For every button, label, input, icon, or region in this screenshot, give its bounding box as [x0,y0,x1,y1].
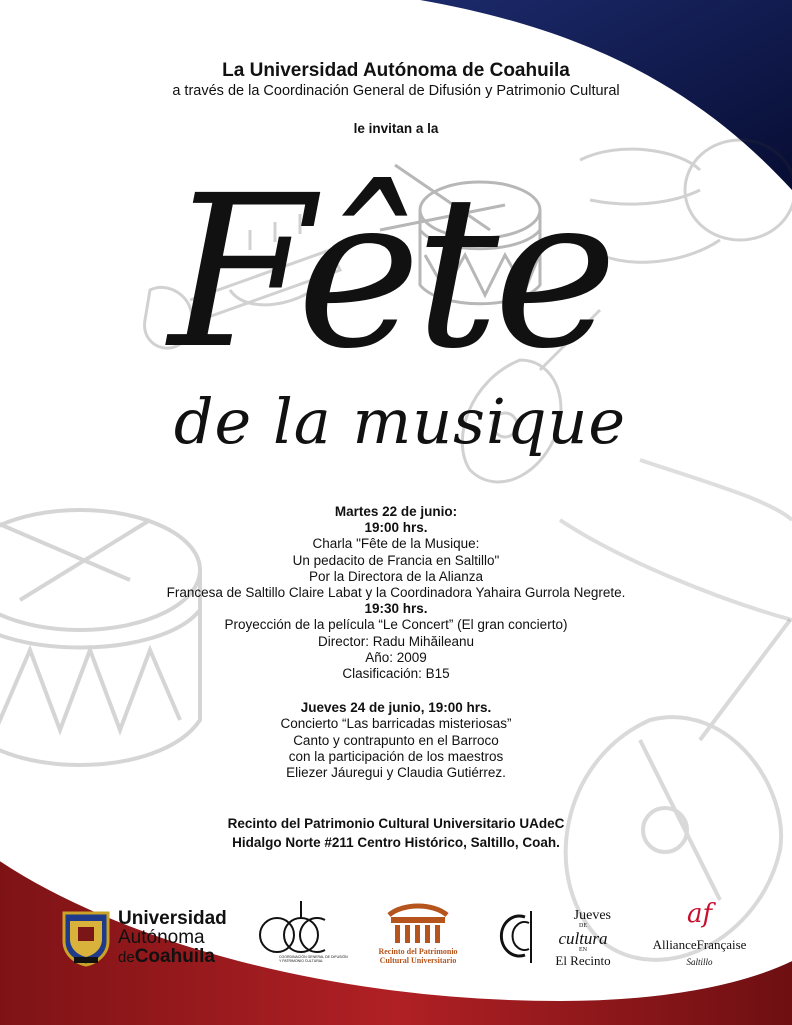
concert-line: Eliezer Jáuregui y Claudia Gutiérrez. [286,765,506,781]
invite-line: le invitan a la [353,121,439,136]
day-two-heading: Jueves 24 de junio, 19:00 hrs. [300,700,492,716]
time-two: 19:30 hrs. [364,601,428,617]
venue-block [0,814,792,852]
film-line: Director: Radu Mihăileanu [317,633,475,649]
talk-line: Francesa de Saltillo Claire Labat y la Coordinadora Yahaira Gurrola Negrete. [166,585,626,601]
cgdpc-logo [255,895,348,980]
concert-line: Concierto “Las barricadas misteriosas” [280,716,512,732]
recinto-caption: Cultural Universitario [379,956,457,965]
uadec-word: Autónoma [118,927,205,948]
jueves-de: DE [579,923,587,929]
alliance-logo [642,895,757,980]
jueves-word: Jueves [573,908,611,923]
recinto-building-icon [383,899,453,945]
coordination-line: a través de la Coordinación General de Difusión y Patrimonio Cultural [172,83,620,99]
talk-line: Un pedacito de Francia en Saltillo" [292,552,500,568]
film-line: Clasificación: B15 [342,666,450,682]
recinto-caption: Recinto del Patrimonio [378,947,458,956]
event-subtitle: de la musique [173,385,627,458]
jueves-cultura: cultura [558,929,608,948]
venue-name: Recinto del Patrimonio Cultural Universitario UAdeC [227,816,565,831]
uadec-word: de [118,949,135,966]
event-title: Fête [168,150,612,395]
uadec-shield-icon [60,907,112,967]
day-one-heading: Martes 22 de junio: [334,504,458,519]
jueves-mark-icon [495,905,543,965]
uadec-logo [58,895,243,980]
cgdpc-caption: COORDINACIÓN GENERAL DE DIFUSIÓN Y PATRIMONIO CULTURAL [279,955,348,963]
jueves-logo [495,895,620,980]
film-line: Año: 2009 [365,649,427,665]
film-line: Proyección de la película “Le Concert” (El gran concierto) [224,617,568,633]
uadec-word: Coahuila [134,946,215,967]
alliance-city: Saltillo [686,957,713,967]
concert-line: Canto y contrapunto en el Barroco [293,732,499,748]
jueves-en: EN [579,947,587,953]
talk-line: Por la Directora de la Alianza [308,568,484,584]
venue-address: Hidalgo Norte #211 Centro Histórico, Saltillo, Coah. [232,835,560,850]
af-mark: af [686,899,713,929]
talk-line: Charla "Fête de la Musique: [312,536,480,552]
recinto-logo [362,895,474,980]
uadec-word: Universidad [118,908,227,929]
concert-line: con la participación de los maestros [288,748,504,764]
program-block [0,504,792,781]
institution-name: La Universidad Autónoma de Coahuila [222,60,570,81]
time-one: 19:00 hrs. [364,520,428,536]
jueves-recinto: El Recinto [555,953,611,968]
alliance-name: AllianceFrançaise [652,937,747,952]
